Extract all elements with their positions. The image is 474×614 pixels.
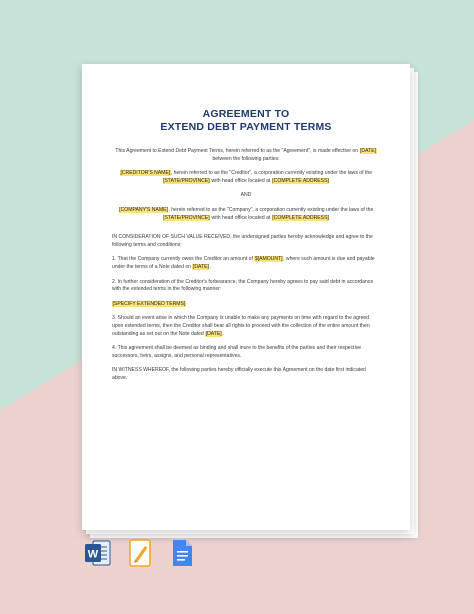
extended-terms-paragraph: [112, 301, 380, 309]
intro-paragraph: [112, 148, 380, 163]
clause-3: [112, 315, 380, 338]
title-line-1: AGREEMENT TO: [202, 108, 290, 120]
clause-4: 4. This agreement shall be deemed as binding and shall inure to the benefits of the parties and their respective successors, heirs, assigns, and personal representatives.: [112, 345, 362, 359]
clause-3-end: .: [222, 330, 224, 337]
company-address-placeholder: [COMPLETE ADDRESS]: [272, 214, 329, 221]
intro-text: This Agreement to Extend Debt Payment Terms, herein referred to as the "Agreement", is made effective on: [115, 148, 360, 154]
note-date-placeholder: [DATE]: [192, 263, 209, 270]
witness-paragraph: IN WITNESS WHEREOF, the following parties hereby officially execute this Agreement on the date first indicated above.: [112, 367, 366, 381]
company-text: , herein referred to as the "Company", a corporation currently existing under the laws of the: [168, 206, 374, 213]
clause-3-text: 3. Should an event arise in which the Company is unable to make any payments on time with regard to the agreed upon extended terms, then the Creditor shall bear all rights to proceed with the collection of the entire amount then outstanding as set out on the Note dated: [112, 315, 370, 337]
company-text-2: with head office located at: [210, 214, 272, 221]
creditor-name-placeholder: [CREDITOR'S NAME]: [120, 170, 171, 177]
date-placeholder: [DATE]: [360, 148, 377, 154]
consideration-paragraph: IN CONSIDERATION OF SUCH VALUE RECEIVED, the undersigned parties hereby acknowledge and agree to the following terms and conditions:: [112, 234, 373, 248]
creditor-address-placeholder: [COMPLETE ADDRESS]: [272, 177, 329, 184]
clause-2: 2. In further consideration of the Creditor's forbearance, the Company hereby agrees to pay said debt in accordance with the extended terms in the following manner:: [112, 278, 374, 293]
clause-1-end: .: [209, 263, 211, 270]
svg-text:W: W: [87, 548, 99, 561]
google-docs-icon[interactable]: [168, 538, 196, 568]
creditor-paragraph: [112, 170, 380, 185]
clause-1-text: 1. That the Company currently owes the Creditor an amount of: [112, 256, 255, 263]
pages-icon[interactable]: [126, 538, 154, 568]
extended-terms-placeholder: [SPECIFY EXTENDED TERMS]: [112, 300, 186, 307]
amount-placeholder: $[AMOUNT]: [254, 256, 283, 263]
clause-1: [112, 256, 380, 271]
title-line-2: EXTEND DEBT PAYMENT TERMS: [160, 121, 332, 133]
company-name-placeholder: [COMPANY'S NAME]: [119, 206, 168, 213]
company-state-placeholder: [STATE/PROVINCE]: [163, 214, 210, 221]
document-page: [82, 64, 410, 530]
document-title: [112, 108, 380, 134]
creditor-state-placeholder: [STATE/PROVINCE]: [163, 177, 210, 184]
intro-text-end: between the following parties:: [212, 155, 280, 162]
app-icons: [84, 538, 204, 570]
creditor-text-2: with head office located at: [210, 177, 272, 184]
clause-1-text-2: , where such amount is due and payable under the terms of a Note dated on: [112, 256, 375, 270]
clause-3-date-placeholder: [DATE]: [205, 330, 222, 337]
word-icon[interactable]: [84, 538, 112, 568]
company-paragraph: [112, 207, 380, 222]
creditor-text: , herein referred to as the "Creditor", a corporation currently existing under the laws of the: [170, 170, 373, 177]
and-separator: AND: [240, 192, 252, 199]
